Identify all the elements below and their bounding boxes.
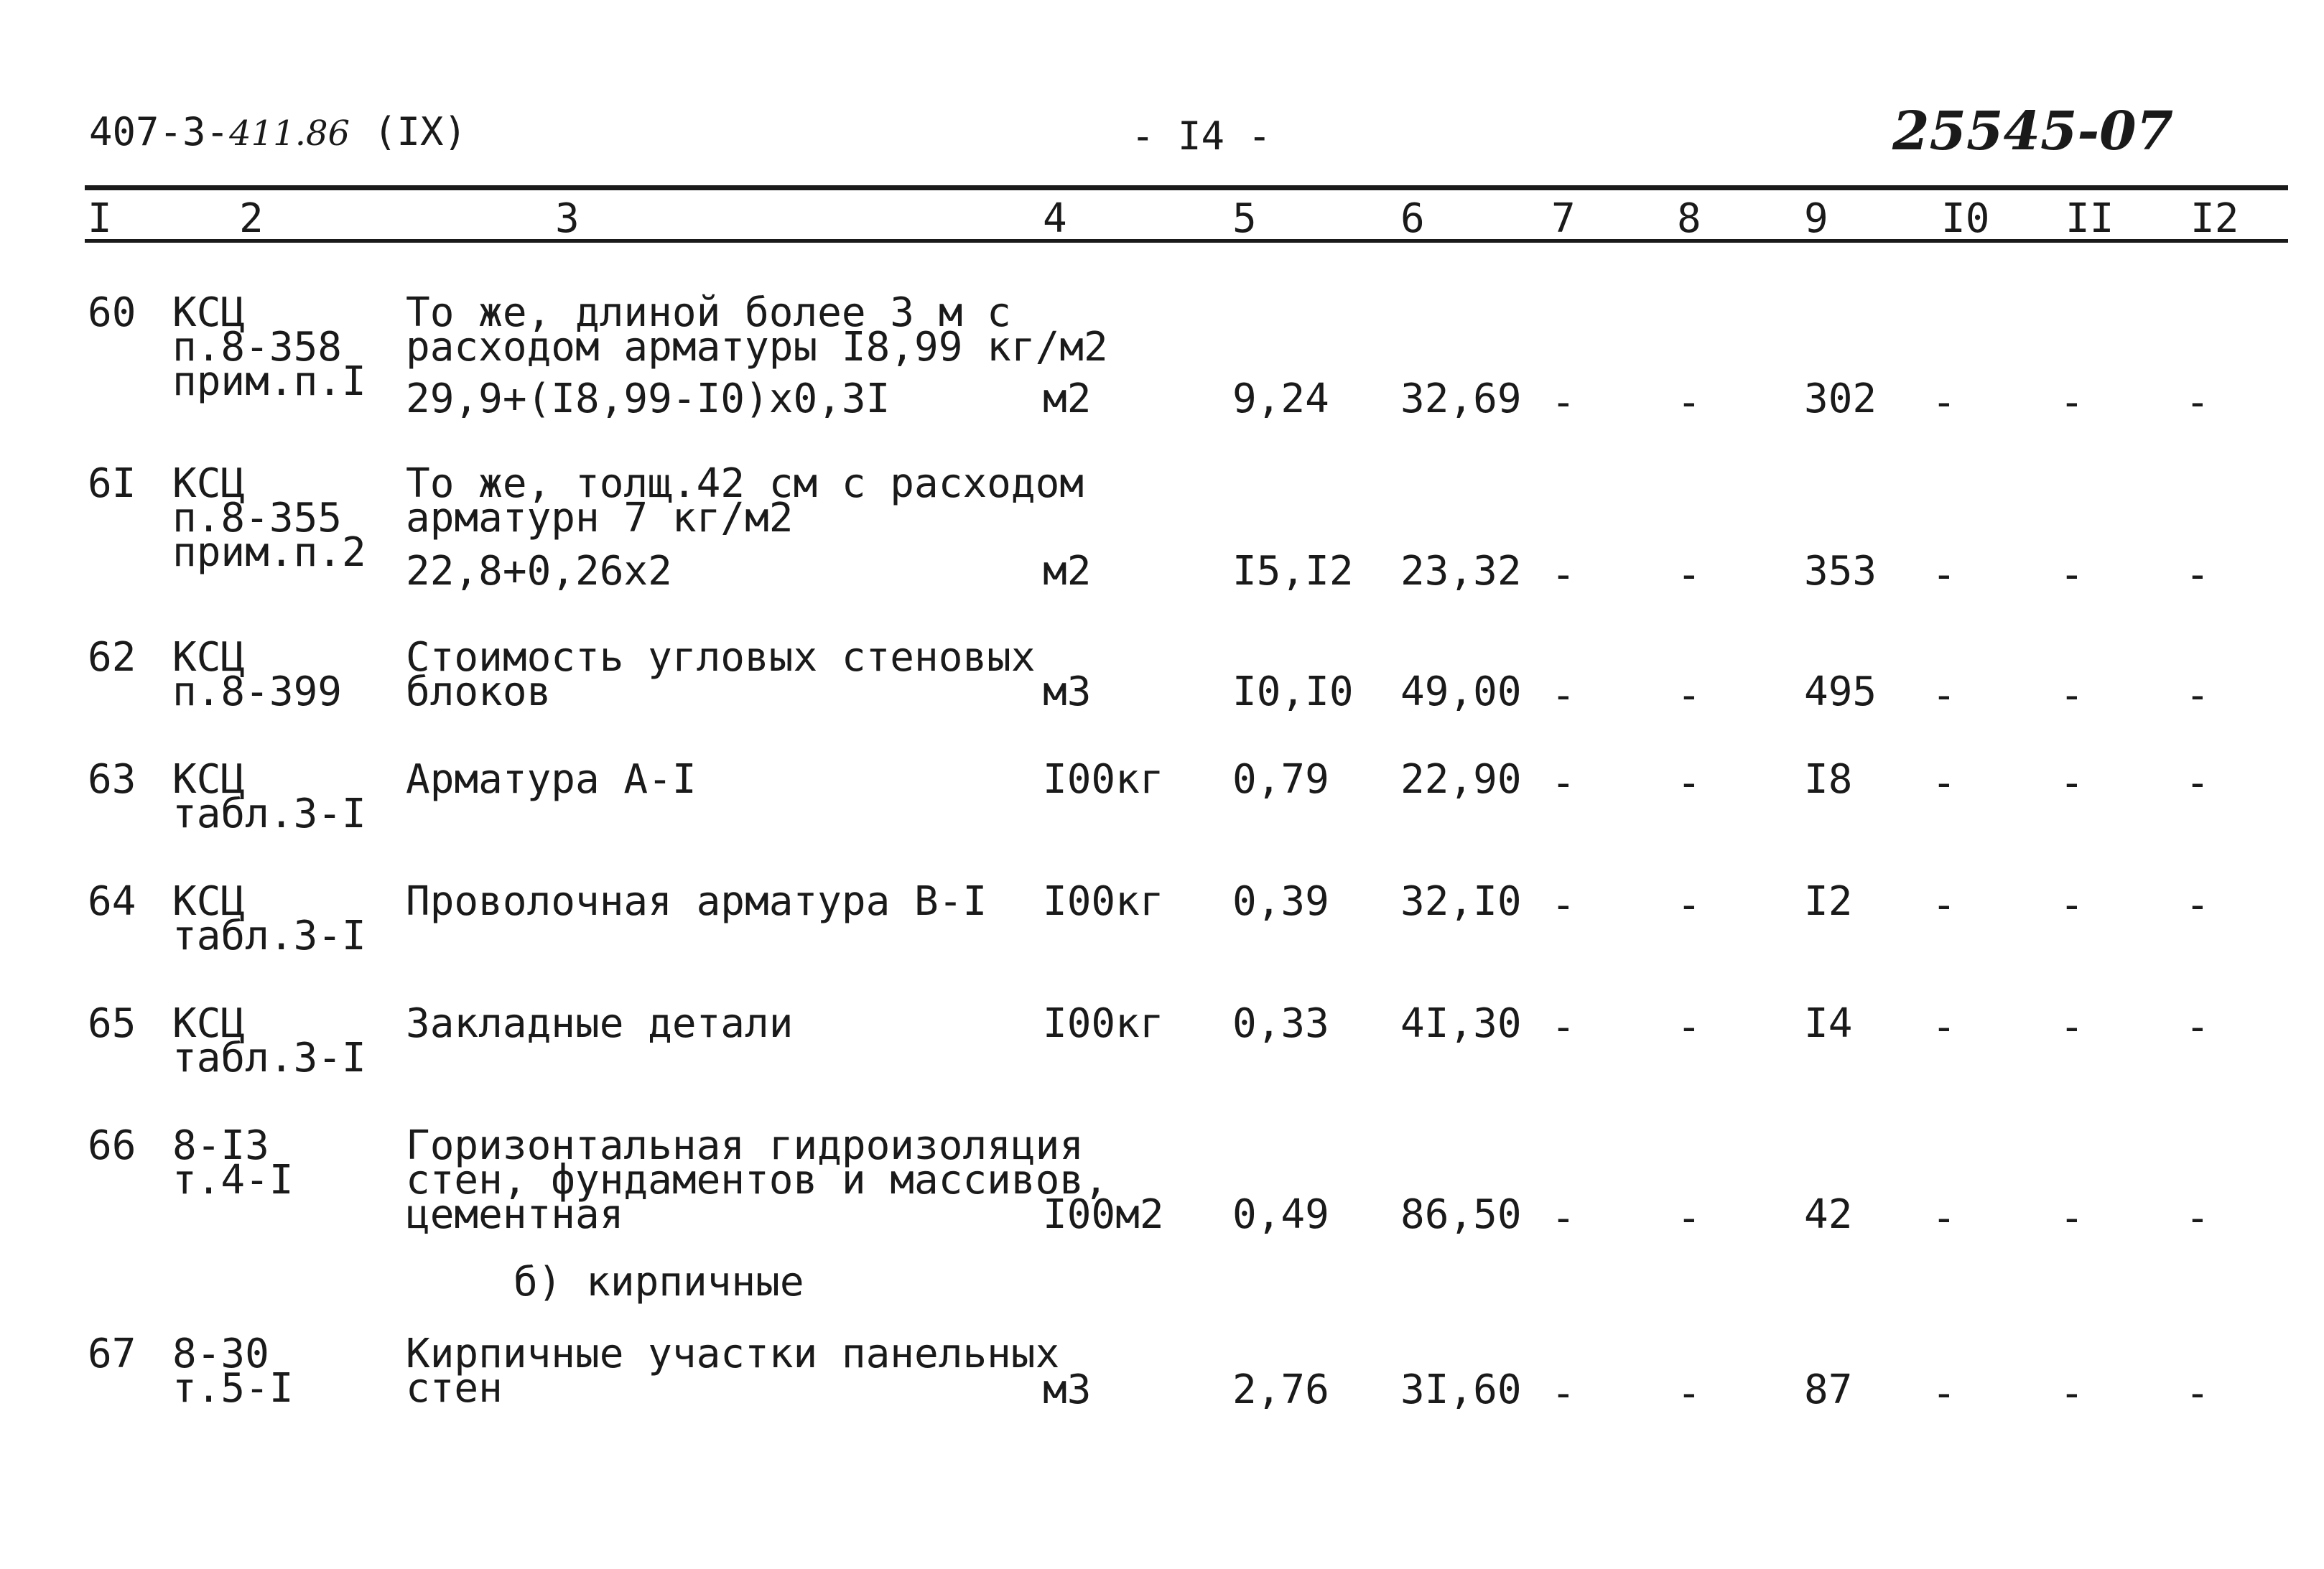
row-total: 42 <box>1804 1191 1853 1238</box>
row-formula: 29,9+(I8,99-I0)х0,3I <box>406 376 891 422</box>
row-code-line: КСЦ <box>172 878 246 925</box>
row-quantity: 0,33 <box>1232 1000 1329 1047</box>
row-col7: - <box>1551 551 1576 598</box>
row-code-line: 8-I3 <box>172 1122 269 1169</box>
row-col8: - <box>1677 882 1701 928</box>
column-header-7: 7 <box>1551 195 1576 242</box>
row-description-line: То же, толщ.42 см с расходом <box>406 460 1084 507</box>
row-number: 62 <box>88 634 136 681</box>
row-code <box>172 878 366 959</box>
row-col7: - <box>1551 882 1576 928</box>
page-number: - I4 - <box>1131 113 1272 159</box>
row-col10: - <box>1932 551 1956 598</box>
row-number: 63 <box>88 756 136 803</box>
row-price: 86,50 <box>1400 1191 1522 1238</box>
row-code <box>172 756 366 837</box>
row-code-line: КСЦ <box>172 756 246 803</box>
row-quantity: 2,76 <box>1232 1367 1329 1413</box>
document-code-handwritten: 411.86 <box>229 113 350 154</box>
row-col12: - <box>2185 379 2210 426</box>
row-total: 353 <box>1804 548 1877 595</box>
row-code-line: КСЦ <box>172 289 246 336</box>
row-code <box>172 460 366 576</box>
row-total: I4 <box>1804 1000 1853 1047</box>
row-col10: - <box>1932 1370 1956 1417</box>
column-header-1: I <box>88 195 112 242</box>
row-code-line: КСЦ <box>172 1000 246 1047</box>
row-col10: - <box>1932 672 1956 719</box>
row-col8: - <box>1677 1004 1701 1051</box>
row-description-line: Стоимость угловых стеновых <box>406 634 1036 681</box>
row-unit: м2 <box>1043 376 1092 422</box>
row-col8: - <box>1677 379 1701 426</box>
row-total: 87 <box>1804 1367 1853 1413</box>
row-col12: - <box>2185 1370 2210 1417</box>
row-code-line: КСЦ <box>172 634 246 681</box>
row-code-line: табл.3-I <box>172 791 366 837</box>
row-description-line: расходом арматуры I8,99 кг/м2 <box>406 324 1108 371</box>
row-description-line: Кирпичные участки панельных <box>406 1331 1060 1377</box>
column-header-10: I0 <box>1941 195 1990 242</box>
row-unit: I00кг <box>1043 756 1164 803</box>
row-col10: - <box>1932 379 1956 426</box>
row-col11: - <box>2060 551 2084 598</box>
row-code <box>172 1122 294 1203</box>
row-quantity: 0,79 <box>1232 756 1329 803</box>
row-description <box>406 634 1036 715</box>
row-col8: - <box>1677 672 1701 719</box>
row-description <box>406 1000 794 1047</box>
row-col7: - <box>1551 1370 1576 1417</box>
document-code-printed: 407-3- <box>89 109 230 154</box>
row-unit: м3 <box>1043 669 1092 715</box>
row-number: 60 <box>88 289 136 336</box>
row-description-line: Закладные детали <box>406 1000 794 1047</box>
row-code <box>172 634 343 715</box>
row-unit: I00м2 <box>1043 1191 1164 1238</box>
column-header-8: 8 <box>1677 195 1701 242</box>
row-quantity: 0,49 <box>1232 1191 1329 1238</box>
row-col10: - <box>1932 882 1956 928</box>
row-description-line: То же, длиной более 3 м с <box>406 289 1011 336</box>
row-code <box>172 1000 366 1081</box>
row-code-line: прим.п.2 <box>172 529 366 576</box>
row-quantity: 9,24 <box>1232 376 1329 422</box>
row-unit: I00кг <box>1043 878 1164 925</box>
row-description <box>406 1331 1060 1412</box>
column-header-11: II <box>2065 195 2114 242</box>
row-code-line: п.8-358 <box>172 324 343 371</box>
column-header-12: I2 <box>2190 195 2239 242</box>
row-col11: - <box>2060 760 2084 806</box>
row-col11: - <box>2060 1195 2084 1242</box>
row-price: 32,69 <box>1400 376 1522 422</box>
row-col8: - <box>1677 1370 1701 1417</box>
row-quantity: 0,39 <box>1232 878 1329 925</box>
row-price: 3I,60 <box>1400 1367 1522 1413</box>
row-price: 49,00 <box>1400 669 1522 715</box>
row-col7: - <box>1551 379 1576 426</box>
row-col11: - <box>2060 672 2084 719</box>
column-header-3: 3 <box>555 195 580 242</box>
row-col11: - <box>2060 379 2084 426</box>
row-description <box>406 289 1108 371</box>
header-top-rule <box>85 185 2288 190</box>
row-code-line: 8-30 <box>172 1331 269 1377</box>
row-code <box>172 289 366 405</box>
row-description-line: арматурн 7 кг/м2 <box>406 495 794 541</box>
row-col12: - <box>2185 882 2210 928</box>
row-code-line: п.8-399 <box>172 669 343 715</box>
column-header-4: 4 <box>1043 195 1067 242</box>
row-total: I8 <box>1804 756 1853 803</box>
document-code <box>89 109 350 154</box>
column-header-2: 2 <box>239 195 264 242</box>
row-unit: I00кг <box>1043 1000 1164 1047</box>
row-code <box>172 1331 294 1412</box>
row-quantity: I0,I0 <box>1232 669 1354 715</box>
row-col10: - <box>1932 1195 1956 1242</box>
row-col12: - <box>2185 1004 2210 1051</box>
row-code-line: табл.3-I <box>172 913 366 959</box>
row-total: 302 <box>1804 376 1877 422</box>
row-description-line: Горизонтальная гидроизоляция <box>406 1122 1084 1169</box>
row-col7: - <box>1551 1195 1576 1242</box>
section-subheading: б) кирпичные <box>513 1259 804 1305</box>
row-formula: 22,8+0,26х2 <box>406 548 672 595</box>
row-code-line: т.5-I <box>172 1365 294 1412</box>
row-quantity: I5,I2 <box>1232 548 1354 595</box>
row-col11: - <box>2060 1004 2084 1051</box>
row-price: 22,90 <box>1400 756 1522 803</box>
row-price: 23,32 <box>1400 548 1522 595</box>
row-col7: - <box>1551 760 1576 806</box>
row-description-line: Арматура А-I <box>406 756 697 803</box>
row-col10: - <box>1932 1004 1956 1051</box>
row-code-line: п.8-355 <box>172 495 343 541</box>
row-col8: - <box>1677 1195 1701 1242</box>
row-col8: - <box>1677 760 1701 806</box>
row-col10: - <box>1932 760 1956 806</box>
row-total: I2 <box>1804 878 1853 925</box>
row-total: 495 <box>1804 669 1877 715</box>
row-number: 67 <box>88 1331 136 1377</box>
row-description <box>406 878 987 925</box>
row-col8: - <box>1677 551 1701 598</box>
row-code-line: табл.3-I <box>172 1035 366 1081</box>
row-number: 64 <box>88 878 136 925</box>
row-code-line: прим.п.I <box>172 358 366 405</box>
stamp-number: 25545-07 <box>1892 101 2174 162</box>
document-section: (IX) <box>373 109 468 154</box>
row-col12: - <box>2185 1195 2210 1242</box>
row-description-line: стен <box>406 1365 503 1412</box>
row-description <box>406 460 1084 541</box>
row-code-line: т.4-I <box>172 1157 294 1203</box>
row-col11: - <box>2060 1370 2084 1417</box>
row-description-line: цементная <box>406 1191 624 1238</box>
row-col12: - <box>2185 551 2210 598</box>
row-number: 66 <box>88 1122 136 1169</box>
row-price: 4I,30 <box>1400 1000 1522 1047</box>
row-number: 6I <box>88 460 136 507</box>
column-header-5: 5 <box>1232 195 1257 242</box>
row-col7: - <box>1551 1004 1576 1051</box>
row-number: 65 <box>88 1000 136 1047</box>
row-price: 32,I0 <box>1400 878 1522 925</box>
row-description-line: стен, фундаментов и массивов, <box>406 1157 1108 1203</box>
row-description-line: Проволочная арматура В-I <box>406 878 987 925</box>
row-unit: м3 <box>1043 1367 1092 1413</box>
row-description <box>406 756 697 803</box>
row-col12: - <box>2185 760 2210 806</box>
row-col12: - <box>2185 672 2210 719</box>
row-description-line: блоков <box>406 669 552 715</box>
row-col11: - <box>2060 882 2084 928</box>
column-header-9: 9 <box>1804 195 1828 242</box>
row-unit: м2 <box>1043 548 1092 595</box>
column-header-6: 6 <box>1400 195 1425 242</box>
row-col7: - <box>1551 672 1576 719</box>
row-code-line: КСЦ <box>172 460 246 507</box>
